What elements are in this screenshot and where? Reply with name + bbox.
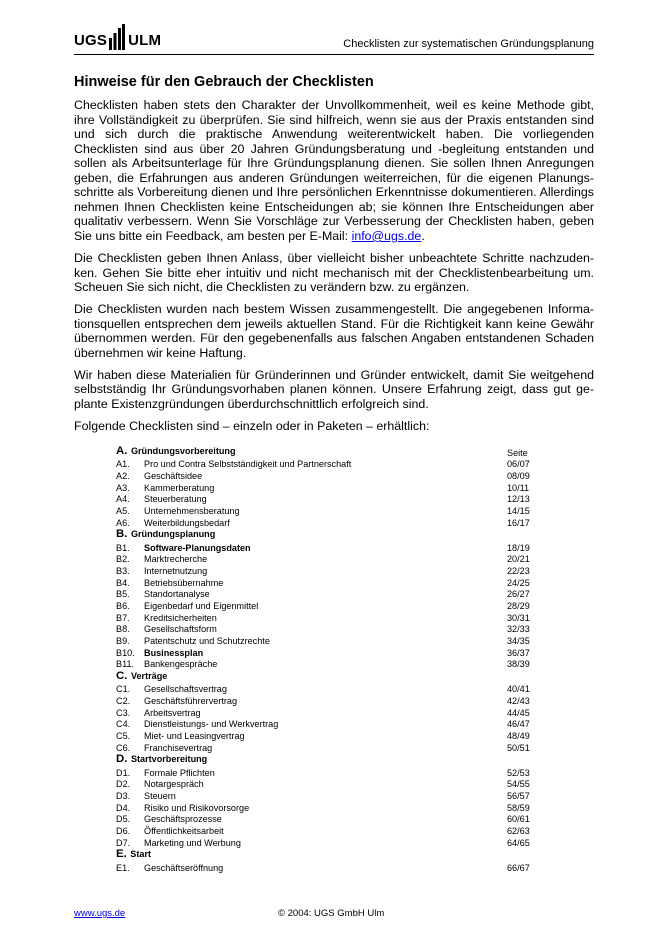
toc-item-number: C4. [116,719,131,730]
toc-item-label: Gesellschaftsform [144,624,217,635]
toc-item-pages: 14/15 [507,505,530,516]
paragraph-1 [74,98,594,243]
toc-item-pages: 36/37 [507,647,530,658]
page-heading: Hinweise für den Gebrauch der Checklisten [74,74,374,90]
toc-item-pages: 12/13 [507,494,530,505]
toc-item-number: E1. [116,862,130,873]
toc-item-pages: 06/07 [507,459,530,470]
toc-item [116,459,556,471]
toc-item-number: A6. [116,517,130,528]
toc-item-label: Notargespräch [144,779,204,790]
toc-item-label: Formale Pflichten [144,767,215,778]
toc-item-label: Standortanalyse [144,589,210,600]
toc-item-number: D7. [116,837,131,848]
toc-item-label: Software-Planungsdaten [144,542,251,553]
toc-item [116,863,556,875]
toc-item [116,826,556,838]
toc-item-number: C2. [116,695,131,706]
toc-item-number: B10. [116,647,135,658]
toc-section-letter: C. [116,670,128,683]
toc-item-label: Steuerberatung [144,494,207,505]
toc-item [116,814,556,826]
paragraph-1-end: . [421,228,425,243]
toc-item-label: Eigenbedarf und Eigenmittel [144,600,259,611]
toc-item-label: Marketing und Werbung [144,837,241,848]
toc-item-number: B4. [116,577,130,588]
toc-item-pages: 48/49 [507,731,530,741]
toc-item-pages: 38/39 [507,659,530,670]
toc-item [116,506,556,518]
toc-item [116,471,556,483]
toc-item-pages: 32/33 [507,624,530,635]
toc-item-label: Geschäftsidee [144,470,203,481]
toc-item-label: Unternehmensberatung [144,505,240,516]
toc-item-label: Gesellschaftsvertrag [144,684,227,695]
toc-item-label: Weiterbildungsbedarf [144,517,230,528]
logo-text-left: UGS [74,32,108,49]
bar-chart-icon [109,24,125,50]
toc-item-label: Miet- und Leasingvertrag [144,731,245,741]
toc-item-label: Bankengespräche [144,659,218,670]
toc-item-number: B5. [116,589,130,600]
toc-section-heading [116,446,556,459]
toc-item-number: A1. [116,459,130,470]
toc-item [116,684,556,696]
toc-item-pages: 62/63 [507,826,530,836]
toc-item-label: Franchisevertrag [144,742,213,753]
toc-item-label: Pro und Contra Selbstständigkeit und Partnerschaft [144,459,352,470]
toc-item-label: Businessplan [144,647,204,658]
toc-item-label: Kreditsicherheiten [144,612,217,623]
toc-item-number: C3. [116,707,131,718]
toc-item-number: B2. [116,554,130,565]
toc-item-pages: 08/09 [507,470,530,481]
toc-item-number: A3. [116,482,130,493]
toc-item-pages: 44/45 [507,707,530,718]
toc-item-number: A2. [116,470,130,481]
toc-item-label: Internetnutzung [144,565,208,576]
toc-item-number: D6. [116,826,131,836]
toc-item-pages: 28/29 [507,600,530,611]
toc-item-pages: 18/19 [507,542,530,553]
toc-section-heading [116,754,556,767]
toc-item-number: D4. [116,802,131,813]
toc-section-heading [116,671,556,684]
paragraph-4: Wir haben diese Materialien für Gründerinnen und Gründer entwickelt, damit Sie weitgehend selbstständig Ihr Gründungsvorhaben planen können. Unsere Erfahrung zeigt, dass gut geplante Existenzgründungen überdurchschnittlich erfolgreich sind. [74,367,594,411]
toc-item [116,566,556,578]
toc-item [116,624,556,636]
toc-item-number: D5. [116,814,131,825]
toc-item-pages: 50/51 [507,742,530,753]
toc-item-pages: 42/43 [507,695,530,706]
toc-item-number: C6. [116,742,131,753]
toc-item-pages: 26/27 [507,589,530,600]
toc-item [116,719,556,731]
toc-item [116,613,556,625]
toc-item-label: Kammerberatung [144,482,215,493]
toc-item [116,791,556,803]
toc-item-pages: 30/31 [507,612,530,623]
toc-item-label: Patentschutz und Schutzrechte [144,636,270,646]
page-footer [74,908,594,920]
toc-item-label: Dienstleistungs- und Werkvertrag [144,719,279,730]
paragraph-3: Die Checklisten wurden nach bestem Wissen zusammengestellt. Die angegebenen Informationsquellen entsprechen dem jeweils aktuellen Stand. Für die Richtigkeit kann keine Gewähr übernommen werden. Für den gegebenenfalls aus falschen Angaben entstandenen Schaden übernehmen wir keine Haftung. [74,302,594,360]
toc-item [116,779,556,791]
toc-item-pages: 24/25 [507,577,530,588]
toc-item-number: D1. [116,767,131,778]
toc-item [116,743,556,755]
toc-item-label: Steuern [144,790,176,801]
toc-item [116,648,556,660]
toc-section-letter: D. [116,753,128,766]
toc-item-pages: 66/67 [507,862,530,873]
toc-item [116,483,556,495]
toc-item-number: D2. [116,779,131,790]
toc-item-number: B3. [116,565,130,576]
intro-text [74,98,594,441]
toc-section-heading [116,529,556,542]
toc-item [116,554,556,566]
footer-website-link[interactable]: www.ugs.de [74,908,126,919]
toc-item [116,708,556,720]
toc-item-label: Arbeitsvertrag [144,707,201,718]
toc-item-label: Geschäftseröffnung [144,862,224,873]
toc-section-title: Gründungsvorbereitung [130,446,236,456]
toc-item-label: Marktrecherche [144,554,208,565]
toc-item-pages: 16/17 [507,517,530,528]
toc-item-label: Risiko und Risikovorsorge [144,802,250,813]
toc-item [116,731,556,743]
footer-copyright: © 2004: UGS GmbH Ulm [278,908,385,919]
toc-item-number: B8. [116,624,130,635]
toc-section-heading [116,849,556,862]
toc-item-number: C1. [116,684,131,695]
toc-item [116,589,556,601]
toc-item-label: Geschäftsführervertrag [144,695,237,706]
toc-item [116,543,556,555]
toc-section-title: Start [130,849,152,860]
toc-item [116,838,556,850]
toc-item-number: B6. [116,600,130,611]
toc-item [116,659,556,671]
toc-item [116,696,556,708]
toc-item-pages: 46/47 [507,719,530,730]
toc-item-pages: 60/61 [507,814,530,825]
toc-item-pages: 34/35 [507,636,530,646]
toc-section-letter: B. [116,528,128,541]
toc-item [116,601,556,613]
toc-item [116,768,556,780]
toc-item-pages: 20/21 [507,554,530,565]
toc-item-pages: 56/57 [507,790,530,801]
toc-item-label: Geschäftsprozesse [144,814,222,825]
header-title: Checklisten zur systematischen Gründungsplanung [343,38,594,50]
toc-item [116,518,556,530]
paragraph-1-text: Checklisten haben stets den Charakter der Unvollkommenheit, weil es keine Methode gibt, ihre Vollständigkeit zu überprüfen. Sie sind hilfreich, wenn sie aus der Praxis entstanden sind und sich durch die praktische Anwendung weiterentwickelt haben. Die vorliegenden Checklisten sind aus über 20 Jahren Gründungsberatung und -begleitung entstanden und sollen als Arbeitsunterlage für Ihre Gründungsplanung dienen. Sie sollen Ihnen Anregungen geben, die Erfahrungen aus anderen Gründungen weiterreichen, für die eigenen Planungsschritte als Vorbereitung dienen und Ihre persönlichen Erkenntnisse dokumentieren. Allerdings nehmen Ihnen Checklisten keine Entscheidungen ab; sie können Ihre Entscheidungen aber qualitativ verbessern. Wenn Sie Vorschläge zur Verbesserung der Checklisten haben, geben Sie uns bitte ein Feedback, am besten per E-Mail: [74,98,594,243]
checklist-table-of-contents [116,446,556,874]
toc-item-number: C5. [116,731,131,741]
toc-item-number: B11. [116,659,135,670]
toc-item-number: D3. [116,790,131,801]
toc-item-pages: 52/53 [507,767,530,778]
paragraph-2: Die Checklisten geben Ihnen Anlass, über vielleicht bisher unbeachtete Schritte nachzudenken. Gehen Sie bitte eher intuitiv und nicht mechanisch mit der Checklistenbearbeitung um. Scheuen Sie sich nicht, die Checklisten zu verändern bzw. zu ergänzen. [74,250,594,295]
toc-item-number: A5. [116,505,130,516]
toc-section-title: Startvorbereitung [130,754,208,765]
feedback-email-link[interactable]: info@ugs.de [351,228,422,243]
toc-item-pages: 40/41 [507,684,530,695]
toc-item-pages: 58/59 [507,802,530,813]
toc-item-pages: 10/11 [507,482,530,493]
toc-section-letter: A. [116,445,128,457]
toc-item-number: B1. [116,542,130,553]
toc-item [116,803,556,815]
toc-item-label: Betriebsübernahme [144,577,224,588]
toc-item [116,636,556,648]
toc-section-title: Verträge [130,671,168,682]
toc-item [116,494,556,506]
toc-pages-column-header: Seite [507,448,528,458]
page-header [74,20,594,55]
toc-section-letter: E. [116,848,127,861]
toc-item [116,578,556,590]
toc-item-pages: 22/23 [507,565,530,576]
ugs-ulm-logo [74,24,161,50]
toc-item-label: Öffentlichkeitsarbeit [144,826,224,836]
toc-item-number: B9. [116,636,130,646]
toc-item-pages: 64/65 [507,837,530,848]
paragraph-5: Folgende Checklisten sind – einzeln oder in Paketen – erhältlich: [74,418,430,433]
toc-item-number: A4. [116,494,130,505]
toc-item-number: B7. [116,612,130,623]
logo-text-right: ULM [128,32,162,49]
toc-item-pages: 54/55 [507,779,530,790]
toc-section-title: Gründungsplanung [130,529,216,540]
